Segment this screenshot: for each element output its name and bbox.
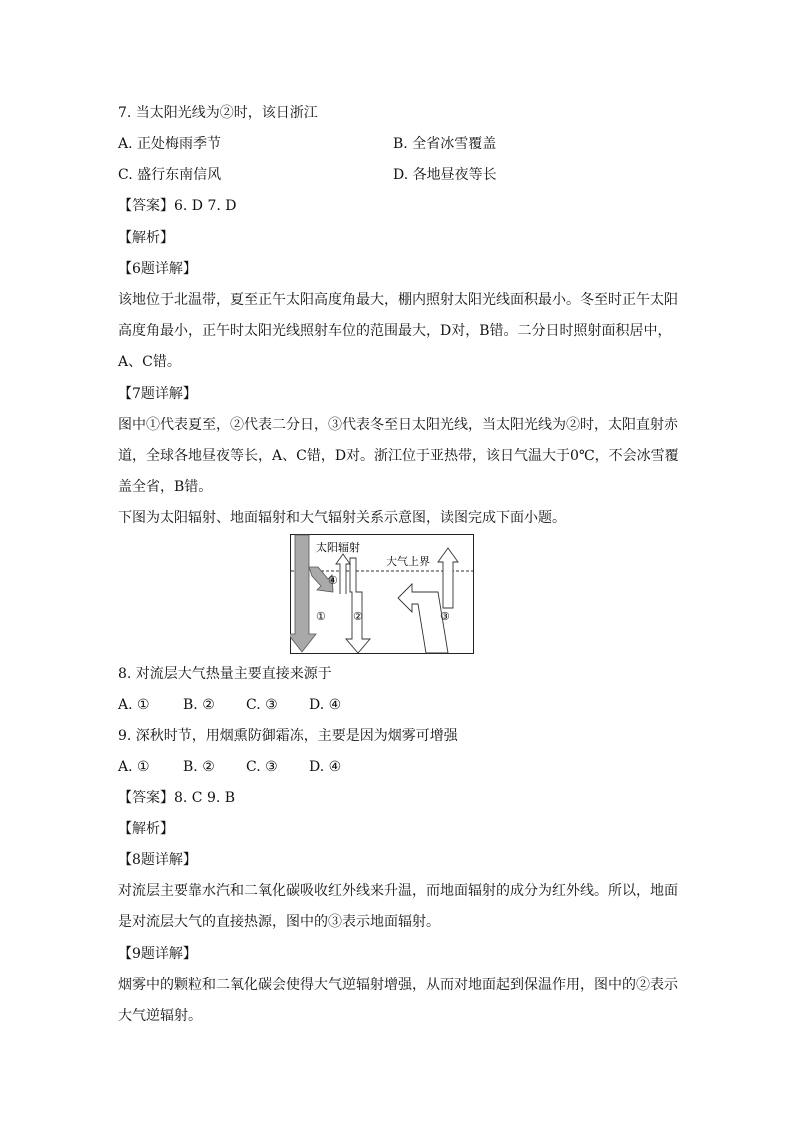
detail-8-line: 对流层主要靠水汽和二氧化碳吸收红外线来升温，而地面辐射的成分为红外线。所以，地面 [118,883,678,899]
question-9-stem: 9. 深秋时节，用烟熏防御霜冻，主要是因为烟雾可增强 [118,728,458,744]
q8-option-b: B. ② [183,697,215,713]
question-7-stem: 7. 当太阳光线为②时，该日浙江 [118,105,318,121]
q7-option-c: C. 盛行东南信风 [118,167,222,183]
label-1: ① [316,611,326,623]
analysis-heading: 【解析】 [118,230,174,246]
detail-6-line: 高度角最小，正午时太阳光线照射车位的范围最大，D对，B错。二分日时照射面积居中， [118,323,672,339]
label-3: ③ [440,611,450,623]
q8-option-a: A. ① [118,697,150,713]
q7-option-d: D. 各地昼夜等长 [393,167,497,183]
answer-8-9: 【答案】8. C 9. B [118,790,236,806]
detail-7-line: 道，全球各地昼夜等长，A、C错，D对。浙江位于亚热带，该日气温大于0℃，不会冰雪覆 [118,448,679,464]
diagram-intro: 下图为太阳辐射、地面辐射和大气辐射关系示意图，读图完成下面小题。 [118,510,566,526]
detail-7-line: 图中①代表夏至，②代表二分日，③代表冬至日太阳光线，当太阳光线为②时，太阳直射赤 [118,417,678,433]
detail-7-line: 盖全省，B错。 [118,479,213,495]
question-8-stem: 8. 对流层大气热量主要直接来源于 [118,666,332,682]
detail-9-line: 烟雾中的颗粒和二氧化碳会使得大气逆辐射增强，从而对地面起到保温作用，图中的②表示 [118,977,678,993]
atmosphere-top-label: 大气上界 [386,556,430,568]
q7-option-b: B. 全省冰雪覆盖 [393,136,497,152]
detail-6-line: A、C错。 [118,354,181,370]
radiation-diagram [290,534,474,654]
analysis-heading: 【解析】 [118,821,174,837]
detail-6-heading: 【6题详解】 [118,261,197,277]
detail-9-line: 大气逆辐射。 [118,1008,202,1024]
q9-option-b: B. ② [183,759,215,775]
q9-option-a: A. ① [118,759,150,775]
detail-9-heading: 【9题详解】 [118,946,197,962]
solar-radiation-label: 太阳辐射 [316,542,360,554]
q8-option-d: D. ④ [309,697,342,713]
q9-option-d: D. ④ [309,759,342,775]
q9-option-c: C. ③ [246,759,278,775]
answer-6-7: 【答案】6. D 7. D [118,198,237,214]
q7-option-a: A. 正处梅雨季节 [118,136,222,152]
label-4: ④ [328,575,338,587]
detail-8-line: 是对流层大气的直接热源，图中的③表示地面辐射。 [118,914,440,930]
label-2: ② [353,611,363,623]
detail-8-heading: 【8题详解】 [118,852,197,868]
detail-6-line: 该地位于北温带，夏至正午太阳高度角最大，棚内照射太阳光线面积最小。冬至时正午太阳 [118,292,678,308]
q8-option-c: C. ③ [246,697,278,713]
detail-7-heading: 【7题详解】 [118,386,197,402]
